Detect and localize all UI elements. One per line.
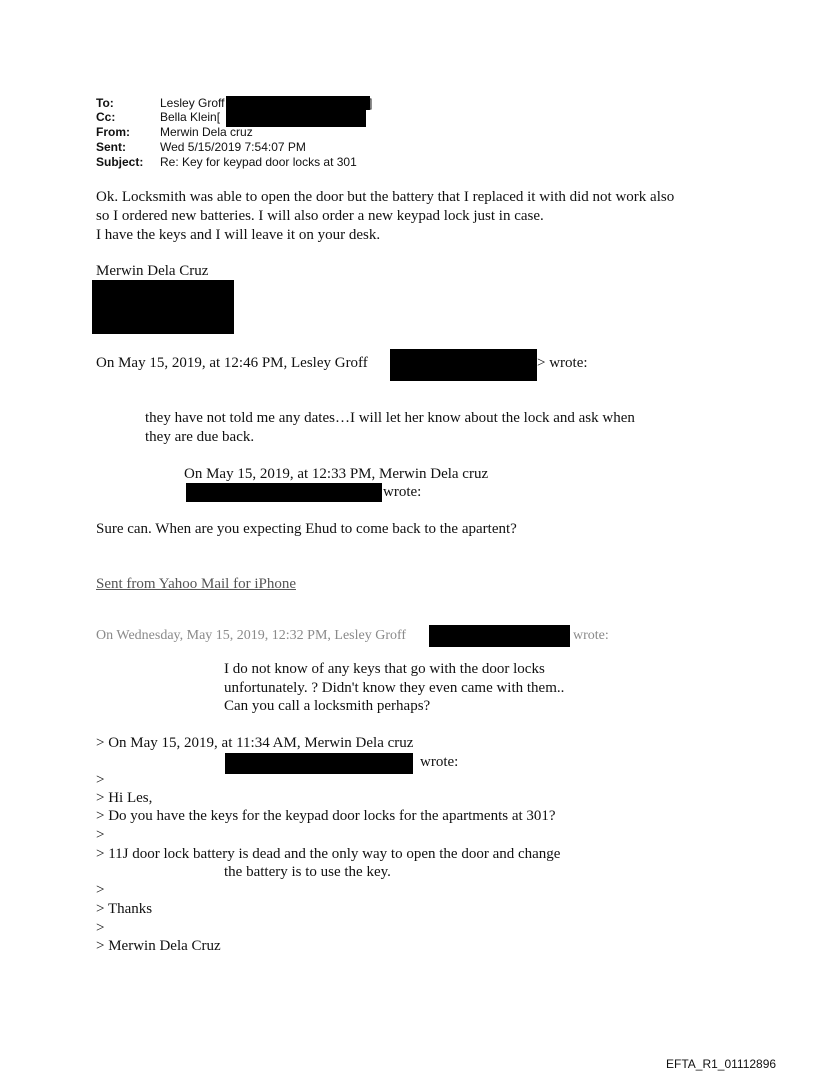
reply2-text: Sure can. When are you expecting Ehud to come back to the apartent? — [96, 521, 517, 537]
subject-row — [96, 156, 357, 170]
to-row — [96, 97, 224, 111]
document-id: EFTA_R1_01112896 — [666, 1057, 777, 1071]
redaction-quoted-email — [225, 753, 413, 774]
reply1-intro: On May 15, 2019, at 12:46 PM, Lesley Groff — [96, 355, 368, 371]
quoted-question: > Do you have the keys for the keypad door locks for the apartments at 301? — [96, 808, 556, 824]
reply1-text-2: they are due back. — [145, 429, 255, 445]
quoted-signature: > Merwin Dela Cruz — [96, 938, 221, 954]
cc-row — [96, 111, 220, 125]
quoted-battery-2: the battery is to use the key. — [224, 864, 391, 880]
redaction-reply2-email — [186, 483, 382, 502]
quoted-intro-1: > On May 15, 2019, at 11:34 AM, Merwin Dela cruz — [96, 735, 414, 751]
signature: Merwin Dela Cruz — [96, 263, 209, 279]
reply2-intro-1: On May 15, 2019, at 12:33 PM, Merwin Dela cruz — [184, 466, 489, 482]
to-label: To: — [96, 96, 114, 110]
quoted-blank-3: > — [96, 882, 105, 898]
from-label: From: — [96, 125, 130, 139]
quoted-greeting: > Hi Les, — [96, 790, 153, 806]
reply1-text-1: they have not told me any dates…I will let her know about the lock and ask when — [145, 410, 635, 426]
sent-from-yahoo-link[interactable]: Sent from Yahoo Mail for iPhone — [96, 576, 296, 592]
quoted-thanks: > Thanks — [96, 901, 153, 917]
subject-label: Subject: — [96, 155, 144, 169]
quoted-blank-4: > — [96, 920, 105, 936]
reply3-text-1: I do not know of any keys that go with the door locks — [224, 661, 545, 677]
reply1-intro-suffix: > wrote: — [537, 355, 588, 371]
sent-row — [96, 141, 306, 155]
reply3-text-3: Can you call a locksmith perhaps? — [224, 698, 431, 714]
redaction-reply1-email — [390, 349, 537, 381]
quoted-intro-2: wrote: — [420, 754, 459, 770]
cc-label: Cc: — [96, 110, 116, 124]
reply3-intro-suffix: wrote: — [573, 628, 609, 643]
from-row — [96, 126, 253, 140]
redaction-signature-block — [92, 280, 234, 334]
reply3-text-2: unfortunately. ? Didn't know they even came with them.. — [224, 680, 565, 696]
redaction-reply3-email — [429, 625, 570, 647]
sent-value: Wed 5/15/2019 7:54:07 PM — [160, 140, 306, 154]
subject-value: Re: Key for keypad door locks at 301 — [160, 155, 357, 169]
reply2-intro-2: wrote: — [383, 484, 422, 500]
to-value: Lesley Groff — [160, 96, 225, 110]
body-line-2: so I ordered new batteries. I will also order a new keypad lock just in case. — [96, 208, 544, 224]
body-line-3: I have the keys and I will leave it on your desk. — [96, 227, 381, 243]
body-line-1: Ok. Locksmith was able to open the door but the battery that I replaced it with did not work also — [96, 189, 675, 205]
reply3-intro: On Wednesday, May 15, 2019, 12:32 PM, Lesley Groff — [96, 628, 407, 643]
redaction-to-email — [226, 96, 373, 110]
to-bracket: ] — [369, 96, 373, 110]
quoted-blank-1: > — [96, 772, 105, 788]
sent-label: Sent: — [96, 140, 126, 154]
quoted-battery-1: > 11J door lock battery is dead and the only way to open the door and change — [96, 846, 561, 862]
cc-value: Bella Klein[ — [160, 110, 221, 124]
from-value: Merwin Dela cruz — [160, 125, 253, 139]
quoted-blank-2: > — [96, 827, 105, 843]
